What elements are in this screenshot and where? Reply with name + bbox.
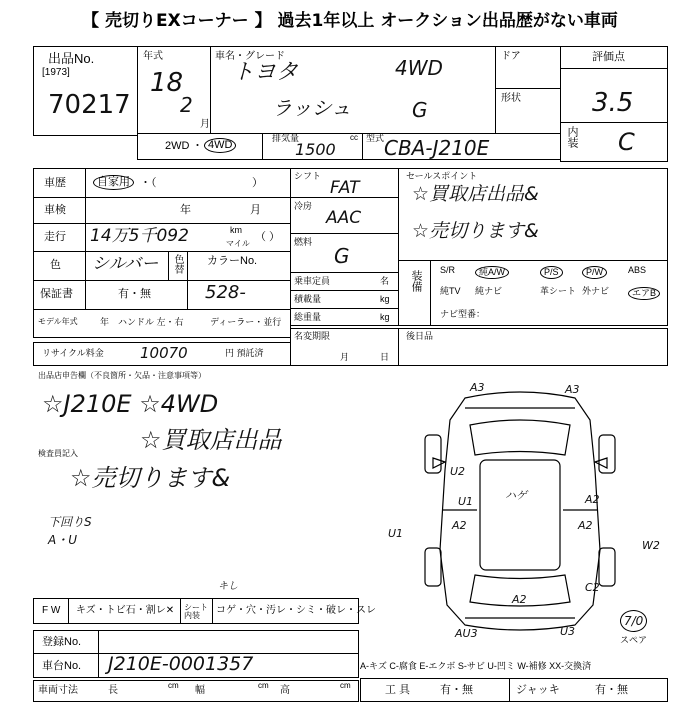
fw-sep-3 xyxy=(212,598,213,624)
dims-cm-1: cm xyxy=(168,681,179,690)
name-change-label: 名変期限 xyxy=(294,331,331,341)
reg-box xyxy=(33,630,359,654)
tools-label: 工 具 xyxy=(385,684,411,696)
equipment-item: 純TV xyxy=(440,286,461,296)
mark-u3: U3 xyxy=(560,625,576,638)
equipment-item: エアB xyxy=(628,287,660,300)
equip-label-col xyxy=(430,260,431,326)
mark-c2: C2 xyxy=(585,581,600,594)
spec-left-label-col xyxy=(85,168,86,309)
row2-sep-1 xyxy=(262,133,263,160)
mark-tick: キし xyxy=(218,581,238,592)
inspection-year: 年 xyxy=(180,204,191,216)
rear-left-wheel xyxy=(425,548,441,586)
lot-small: [1973] xyxy=(42,67,70,78)
mark-au3: AU3 xyxy=(455,627,478,640)
fuel-value: G xyxy=(334,244,350,268)
year-value: 18 xyxy=(150,68,184,98)
rating-divider xyxy=(560,68,668,69)
color-change-right xyxy=(187,251,188,280)
year-month-unit: 月 xyxy=(200,119,210,130)
spec-line-5 xyxy=(33,309,291,310)
mark-a2-left: A2 xyxy=(452,519,467,532)
spec-left-box xyxy=(33,168,291,338)
spec-line-4 xyxy=(33,280,291,281)
equipment-item: P/W xyxy=(582,266,607,279)
dims-label: 車両寸法 xyxy=(38,685,78,696)
row2-sep-2 xyxy=(362,133,363,160)
chassis-label: 車台No. xyxy=(42,660,82,672)
ac-label: 冷房 xyxy=(294,201,313,211)
fw-items: キズ・トビ石・割レ✕ xyxy=(76,605,175,616)
car-windshield xyxy=(470,420,570,455)
dims-h: 高 xyxy=(280,685,290,696)
car-grade: G xyxy=(412,98,428,122)
mark-w2: W2 xyxy=(642,539,660,552)
history-value: 自家用 xyxy=(93,175,134,190)
drive-dot: ・ xyxy=(192,140,203,152)
lot-label: 出品No. xyxy=(48,51,95,66)
mark-u1-inner: U1 xyxy=(458,495,474,508)
interior-value: C xyxy=(618,128,635,156)
drive-4wd: 4WD xyxy=(204,138,236,153)
warranty-sep xyxy=(187,280,188,309)
model-year-dealer: ディーラー・並行 xyxy=(210,317,282,327)
mark-a2-right-1: A2 xyxy=(585,493,600,506)
mark-a3-right: A3 xyxy=(565,383,580,396)
year-month: 2 xyxy=(180,93,193,117)
type-label: 型式 xyxy=(366,133,385,143)
warranty-options: 有・無 xyxy=(118,288,151,300)
navi-label: ナビ型番： xyxy=(440,309,486,319)
mileage-km: km xyxy=(230,225,242,235)
mid-line-3 xyxy=(290,272,399,273)
load-label: 積載量 xyxy=(294,294,322,304)
mileage-mile: マイル xyxy=(226,239,250,248)
sales-label: セールスポイント xyxy=(406,171,478,181)
year-label: 年式 xyxy=(143,51,163,62)
under-1: 下回りS xyxy=(48,515,92,529)
history-rest: ・（ xyxy=(140,177,157,189)
type-value: CBA-J210E xyxy=(384,136,490,160)
mid-line-4 xyxy=(290,290,399,291)
model-year-handle: ハンドル 左・右 xyxy=(118,317,184,327)
weight-unit: kg xyxy=(380,312,390,322)
disp-label: 排気量 xyxy=(272,133,300,143)
fuel-label: 燃料 xyxy=(294,237,313,247)
fw-sep-1 xyxy=(68,598,69,624)
reg-label: 登録No. xyxy=(42,636,82,648)
spare-label: スペア xyxy=(620,635,648,645)
lot-number: 70217 xyxy=(48,90,131,120)
inspection-label: 車検 xyxy=(44,204,66,216)
door-label: ドア xyxy=(501,51,521,62)
tools-options: 有・無 xyxy=(440,684,473,696)
shape-label: 形状 xyxy=(501,93,521,104)
spare-mark: 7/0 xyxy=(620,610,647,632)
name-change-day: 日 xyxy=(380,352,390,362)
capacity-label: 乗車定員 xyxy=(294,276,331,286)
warranty-value: 528- xyxy=(205,282,246,303)
door-divider xyxy=(495,88,561,89)
car-roof xyxy=(480,460,560,570)
mark-a3-left: A3 xyxy=(470,381,485,394)
history-close: ） xyxy=(252,177,263,189)
disp-value: 1500 xyxy=(295,140,336,159)
equipment-item: P/S xyxy=(540,266,563,279)
chassis-value: J210E-0001357 xyxy=(108,653,254,675)
mark-u2: U2 xyxy=(450,465,466,478)
fw-sep-2 xyxy=(180,598,181,624)
load-unit: kg xyxy=(380,294,390,304)
mid-line-2 xyxy=(290,233,399,234)
dims-cm-3: cm xyxy=(340,681,351,690)
shift-value: FAT xyxy=(330,178,360,198)
under-2: A・U xyxy=(48,533,77,547)
interior-label: 内装 xyxy=(566,126,578,148)
disp-cc: cc xyxy=(350,133,358,142)
later-label: 後日品 xyxy=(406,331,434,341)
later-box xyxy=(398,328,668,366)
color-value: シルバー xyxy=(92,254,159,274)
car-model: ラッシュ xyxy=(272,96,352,120)
recycle-unit: 円 預託済 xyxy=(225,348,264,358)
rating-label: 評価点 xyxy=(592,51,625,63)
history-label: 車歴 xyxy=(44,177,66,189)
recycle-label: リサイクル料金 xyxy=(42,348,104,358)
rating-score: 3.5 xyxy=(592,88,634,118)
shift-label: シフト xyxy=(294,171,322,181)
inspector-label: 検査員記入 xyxy=(38,449,78,458)
tools-box xyxy=(360,678,510,702)
name-change-month: 月 xyxy=(340,352,350,362)
right-mirror xyxy=(595,458,607,468)
sales-line2: ☆売切ります& xyxy=(412,220,539,242)
inspector-line1: ☆買取店出品 xyxy=(140,426,282,454)
dims-w: 幅 xyxy=(195,685,205,696)
left-mirror xyxy=(433,458,445,468)
equipment-item: ABS xyxy=(628,265,647,275)
mark-hage: ハゲ xyxy=(505,489,527,502)
rear-right-wheel xyxy=(599,548,615,586)
color-label: 色 xyxy=(50,259,61,271)
jack-options: 有・無 xyxy=(595,684,628,696)
car-drive: 4WD xyxy=(395,56,443,80)
inspector-line2: ☆売切ります& xyxy=(70,464,231,492)
color-change-left xyxy=(168,251,169,280)
mileage-paren: （ ） xyxy=(255,231,281,243)
fw-label: F W xyxy=(42,605,61,616)
warranty-label: 保証書 xyxy=(40,288,73,300)
declaration-label: 出品店申告欄（不良箇所・欠品・注意事項等） xyxy=(38,371,206,380)
fw-seat: シート内装 xyxy=(184,603,208,620)
inspection-month: 月 xyxy=(250,204,261,216)
damage-legend: A-キズ C-腐食 E-エクボ S-サビ U-凹ミ W-補修 XX-交換済 xyxy=(360,661,592,671)
equipment-item: 純A/W xyxy=(475,266,509,279)
color-change: 色替 xyxy=(172,254,183,274)
color-no: カラーNo. xyxy=(207,255,258,267)
model-year-year: 年 xyxy=(100,317,110,327)
mark-a2-bottom: A2 xyxy=(512,593,527,606)
capacity-unit: 名 xyxy=(380,276,390,286)
spec-line-1 xyxy=(33,197,291,198)
banner-title: 【 売切りEXコーナー 】 過去1年以上 オークション出品歴がない車両 xyxy=(82,11,618,31)
model-year-label: モデル年式 xyxy=(38,317,78,326)
mark-a2-right-2: A2 xyxy=(578,519,593,532)
equip-top xyxy=(398,260,668,261)
spec-line-2 xyxy=(33,223,291,224)
equipment-label: 装備 xyxy=(410,270,422,292)
sales-line1: ☆買取店出品& xyxy=(412,183,539,205)
equipment-item: 革シート xyxy=(540,286,577,296)
ac-value: AAC xyxy=(326,208,362,228)
equipment-item: S/R xyxy=(440,265,456,275)
declaration-line: ☆J210E ☆4WD xyxy=(42,390,219,418)
drive-2wd: 2WD xyxy=(165,140,190,152)
mark-u1-outer: U1 xyxy=(388,527,404,540)
car-maker: トヨタ xyxy=(232,60,299,85)
weight-label: 総重量 xyxy=(294,312,322,322)
mid-line-5 xyxy=(290,308,399,309)
equipment-item: 外ナビ xyxy=(582,286,610,296)
fw-seat-items: コゲ・穴・汚レ・シミ・破レ・スレ xyxy=(216,605,376,616)
dims-l: 長 xyxy=(108,685,118,696)
mileage-value: 14万5千092 xyxy=(90,226,189,246)
dims-cm-2: cm xyxy=(258,681,269,690)
car-name-label: 車名・グレード xyxy=(215,51,285,62)
spec-line-3 xyxy=(33,251,291,252)
recycle-value: 10070 xyxy=(140,344,188,362)
mileage-label: 走行 xyxy=(44,231,66,243)
rating-divider-2 xyxy=(560,122,668,123)
jack-label: ジャッキ xyxy=(516,684,560,696)
equipment-item: 純ナビ xyxy=(475,286,503,296)
